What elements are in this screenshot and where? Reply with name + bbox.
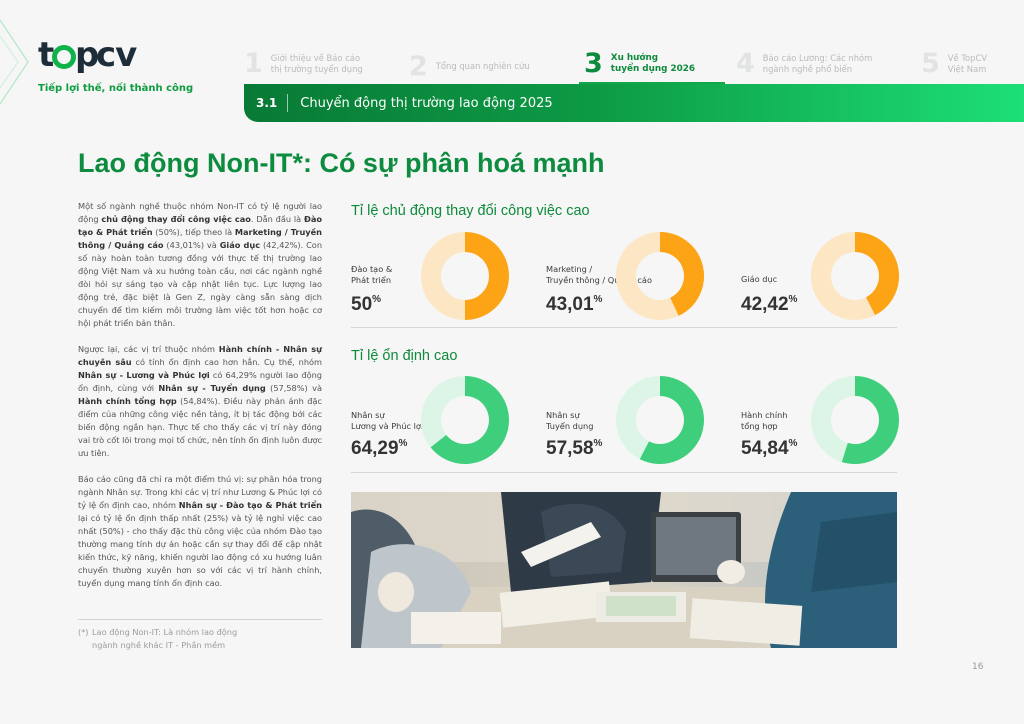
paragraph-3: Báo cáo cũng đã chỉ ra một điểm thú vị: sự phân hóa trong ngành Nhân sự. Trong khi các vị trí như Lương & Phúc lợi có tỷ lệ ổn định cao, nhóm Nhân sự - Đào tạo & Phát triển lại có tỷ lệ ổn định thấp nhất (25%) và tỷ lệ nghỉ việc cao nhất (50%) - cho thấy đặc thù công việc của nhóm Đào tạo thường mang tính dự án hoặc cần sự thay đổi để cập nhật kiến thức, kỹ năng, khiến người lao động có xu hướng luân chuyển thường xuyên hơn so với các vị trí hành chính, tuyển dụng mang tính ổn định cao. xyxy=(78,474,322,588)
brand-tagline: Tiếp lợi thế, nối thành công xyxy=(38,83,194,94)
chart-label: Marketing / Truyền thông / Quảng cáo xyxy=(546,264,652,285)
step-label: Về TopCV Việt Nam xyxy=(947,52,988,74)
footnote-text: Lao động Non-IT: Là nhóm lao động ngành nghề khác IT - Phần mềm xyxy=(92,627,238,650)
chart-value: 50% xyxy=(351,294,382,315)
office-meeting-photo xyxy=(351,492,897,648)
report-step-nav xyxy=(244,50,1024,84)
chart-label: Hành chính tổng hợp xyxy=(741,410,788,431)
donut-slice xyxy=(465,242,499,310)
svg-text:p: p xyxy=(75,35,99,75)
chart-title-job-change: Tỉ lệ chủ động thay đổi công việc cao xyxy=(351,203,590,219)
chart-label: Đào tạo & Phát triển xyxy=(351,264,393,285)
step-number: 5 xyxy=(921,48,940,79)
donut-chart xyxy=(809,230,901,322)
step-5[interactable] xyxy=(921,50,987,77)
chart-value: 43,01% xyxy=(546,294,603,315)
corner-decoration xyxy=(0,0,40,140)
section-header-bar xyxy=(244,84,1024,122)
donut-chart xyxy=(614,374,706,466)
svg-text:cv: cv xyxy=(96,35,137,75)
step-label: Tổng quan nghiên cứu xyxy=(435,61,530,71)
section-title: Chuyển động thị trường lao động 2025 xyxy=(300,95,553,111)
donut-slice xyxy=(660,242,694,307)
step-label: Báo cáo Lương: Các nhóm ngành nghề phổ biến xyxy=(762,52,873,74)
chart-value: 42,42% xyxy=(741,294,798,315)
step-label: Xu hướng tuyển dụng 2026 xyxy=(610,52,695,74)
chart-value: 64,29% xyxy=(351,438,408,459)
chart-label: Giáo dục xyxy=(741,274,778,284)
step-4[interactable] xyxy=(736,50,872,77)
chart-item-g2-0 xyxy=(351,372,531,472)
chart-divider xyxy=(351,472,897,473)
paragraph-1: Một số ngành nghề thuộc nhóm Non-IT có tỷ lệ người lao động chủ động thay đổi công việc cao. Dẫn đầu là Đào tạo & Phát triển (50%), tiếp theo là Marketing / Truyền thông / Quảng cáo (43,01%) và Giáo dục (42,42%). Con số này hoàn toàn tương đồng với thực tế thị trường lao động Việt Nam và xu hướng toàn cầu, nơi các ngành nghề đòi hỏi sự sáng tạo và cập nhật liên tục. Lực lượng lao động trẻ, đặc biệt là Gen Z, ngày càng sẵn sàng dịch chuyển để tìm kiếm môi trường làm việc tốt hơn hoặc cơ hội phát triển bản thân. xyxy=(78,201,323,328)
donut-slice xyxy=(855,242,889,306)
chart-value: 54,84% xyxy=(741,438,798,459)
chart-item-g1-2 xyxy=(741,228,921,328)
step-2[interactable] xyxy=(409,53,530,80)
chart-item-g2-1 xyxy=(546,372,726,472)
step-number: 4 xyxy=(736,48,755,79)
chart-label: Nhân sự Lương và Phúc lợi xyxy=(351,410,424,431)
step-number: 1 xyxy=(244,48,263,79)
chart-item-g1-1 xyxy=(546,228,726,328)
donut-chart xyxy=(419,374,511,466)
logo-graphic xyxy=(38,35,137,75)
step-label: Giới thiệu về Báo cáo thị trường tuyển dụng xyxy=(270,52,363,74)
page-number: 16 xyxy=(972,662,984,672)
step-3[interactable] xyxy=(584,50,695,77)
topcv-logo[interactable] xyxy=(38,36,193,94)
step-number: 3 xyxy=(584,48,603,79)
svg-text:t: t xyxy=(38,35,54,75)
body-text xyxy=(78,200,322,603)
section-number: 3.1 xyxy=(244,94,288,112)
chart-label: Nhân sự Tuyển dụng xyxy=(546,410,594,431)
logo-wordmark xyxy=(38,36,193,81)
step-1[interactable] xyxy=(244,50,363,77)
footnote xyxy=(78,626,252,652)
chart-item-g2-2 xyxy=(741,372,921,472)
donut-chart xyxy=(614,230,706,322)
footnote-mark: (*) xyxy=(78,627,89,637)
donut-chart xyxy=(809,374,901,466)
chart-item-g1-0 xyxy=(351,228,531,328)
chart-divider xyxy=(351,327,897,328)
donut-chart xyxy=(419,230,511,322)
paragraph-2: Ngược lại, các vị trí thuộc nhóm Hành chính - Nhân sự chuyên sâu có tính ổn định cao hơn hẳn. Cụ thể, nhóm Nhân sự - Lương và Phúc lợi có 64,29% người lao động ổn định, cùng với Nhân sự - Tuyển dụng (57,58%) và Hành chính tổng hợp (54,84%). Điều này phản ánh đặc điểm của những công việc nền tảng, ít bị tác động bởi các biến động ngắn hạn. Thực tế cho thấy các vị trí này đóng vai trò cốt lõi trong mọi tổ chức, nên tính ổn định luôn được ưu tiên. xyxy=(78,344,323,458)
step-number: 2 xyxy=(409,51,428,82)
chart-value: 57,58% xyxy=(546,438,603,459)
page-title: Lao động Non-IT*: Có sự phân hoá mạnh xyxy=(78,148,605,178)
chart-title-stability: Tỉ lệ ổn định cao xyxy=(351,348,458,364)
footnote-divider xyxy=(78,619,322,620)
